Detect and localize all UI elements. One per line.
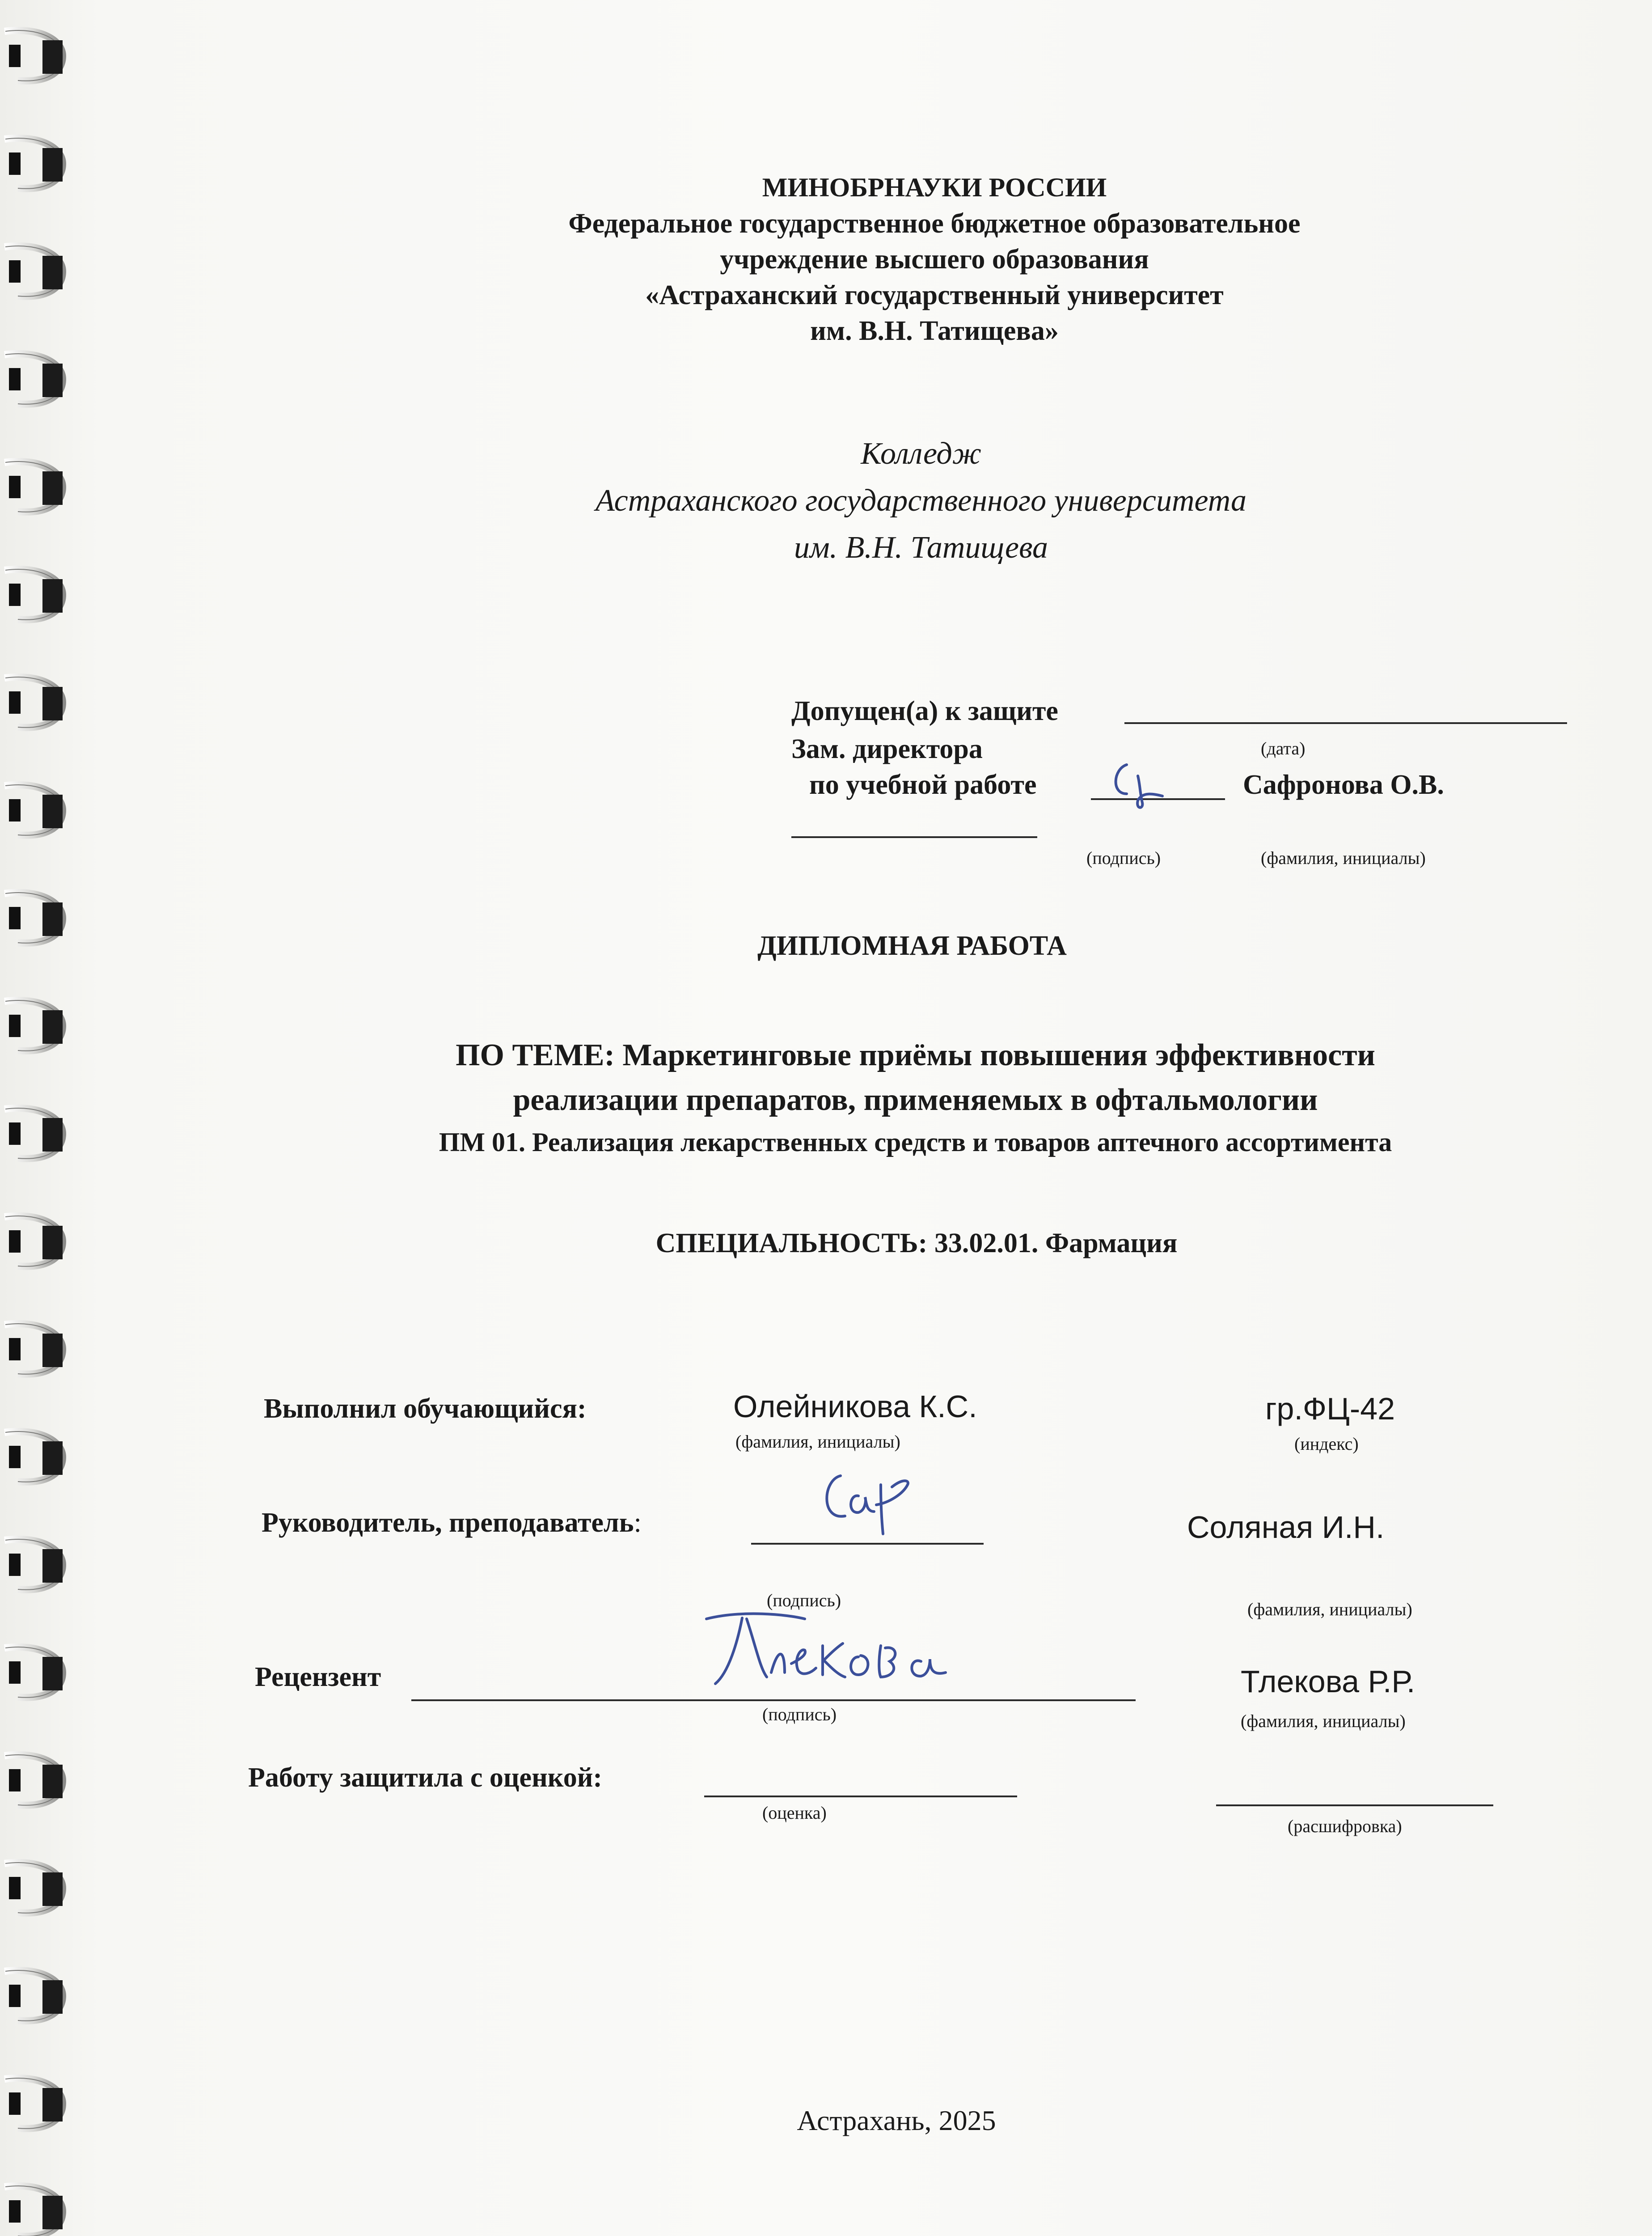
admission-date-line: [1124, 722, 1567, 724]
defense-label: Работу защитила с оценкой:: [248, 1762, 603, 1793]
admitted-label: Допущен(а) к защите: [791, 696, 1058, 726]
student-group: гр.ФЦ-42: [1265, 1391, 1395, 1426]
binding-ring: [4, 785, 63, 835]
university-line-3: «Астраханский государственный университет: [645, 280, 1224, 310]
university-line-2: учреждение высшего образования: [720, 244, 1149, 275]
binding-ring: [4, 569, 63, 620]
topic-line-1: ПО ТЕМЕ: Маркетинговые приёмы повышения эффективности: [456, 1038, 1375, 1072]
supervisor-signature-line: [751, 1543, 984, 1545]
supervisor-label-colon: :: [634, 1508, 642, 1538]
college-line-2: Астраханского государственного университета: [595, 483, 1247, 518]
binding-ring: [4, 30, 63, 81]
reviewer-label: Рецензент: [255, 1662, 381, 1692]
supervisor-signature: [814, 1458, 930, 1538]
deputy-signature: [1095, 751, 1185, 814]
deputy-signature-caption: (подпись): [1086, 848, 1161, 868]
binding-ring: [4, 677, 63, 728]
binding-ring: [4, 1324, 63, 1374]
supervisor-name-caption: (фамилия, инициалы): [1247, 1599, 1412, 1619]
decoding-caption: (расшифровка): [1288, 1816, 1402, 1836]
supervisor-label: [262, 1507, 642, 1539]
specialty: СПЕЦИАЛЬНОСТЬ: 33.02.01. Фармация: [655, 1228, 1178, 1258]
supervisor-signature-caption: (подпись): [767, 1590, 841, 1610]
reviewer-signature-caption: (подпись): [762, 1704, 837, 1724]
supervisor-name: Соляная И.Н.: [1187, 1510, 1385, 1545]
university-line-4: им. В.Н. Татищева»: [810, 316, 1059, 346]
binding-ring: [4, 1970, 63, 2021]
reviewer-name-caption: (фамилия, инициалы): [1241, 1711, 1406, 1731]
city-year: Астрахань, 2025: [797, 2105, 996, 2136]
binding-ring: [4, 1539, 63, 1590]
topic-line-2: реализации препаратов, применяемых в офтальмологии: [513, 1083, 1318, 1117]
student-name: Олейникова К.С.: [733, 1389, 977, 1424]
reviewer-signature-line: [411, 1699, 1136, 1701]
student-name-caption: (фамилия, инициалы): [735, 1431, 900, 1452]
binding-ring: [4, 354, 63, 404]
binding-ring: [4, 1863, 63, 1913]
deputy-label-2: по учебной работе: [809, 770, 1037, 800]
student-group-caption: (индекс): [1294, 1434, 1359, 1454]
deputy-label-1: Зам. директора: [791, 734, 983, 764]
binding-ring: [4, 2186, 63, 2236]
university-line-1: Федеральное государственное бюджетное образовательное: [568, 208, 1301, 239]
reviewer-name: Тлекова Р.Р.: [1241, 1664, 1415, 1699]
grade-caption: (оценка): [762, 1803, 827, 1823]
binding-ring: [4, 1647, 63, 1698]
binding-ring: [4, 1431, 63, 1482]
grade-line: [704, 1796, 1017, 1797]
binding-ring: [4, 1755, 63, 1805]
date-caption: (дата): [1261, 738, 1306, 758]
college-line-3: им. В.Н. Татищева: [794, 530, 1048, 565]
deputy-extra-line: [791, 836, 1037, 838]
college-line-1: Колледж: [861, 436, 981, 471]
work-type: ДИПЛОМНАЯ РАБОТА: [757, 931, 1067, 961]
reviewer-signature: [689, 1605, 975, 1695]
professional-module: ПМ 01. Реализация лекарственных средств и товаров аптечного ассортимента: [439, 1127, 1392, 1157]
deputy-name: Сафронова О.В.: [1243, 770, 1444, 800]
decoding-line: [1216, 1804, 1493, 1806]
ministry-line: МИНОБРНАУКИ РОССИИ: [762, 173, 1107, 202]
deputy-name-caption: (фамилия, инициалы): [1261, 848, 1426, 868]
student-label: Выполнил обучающийся:: [264, 1393, 587, 1424]
supervisor-label-text: Руководитель, преподаватель: [262, 1508, 634, 1538]
